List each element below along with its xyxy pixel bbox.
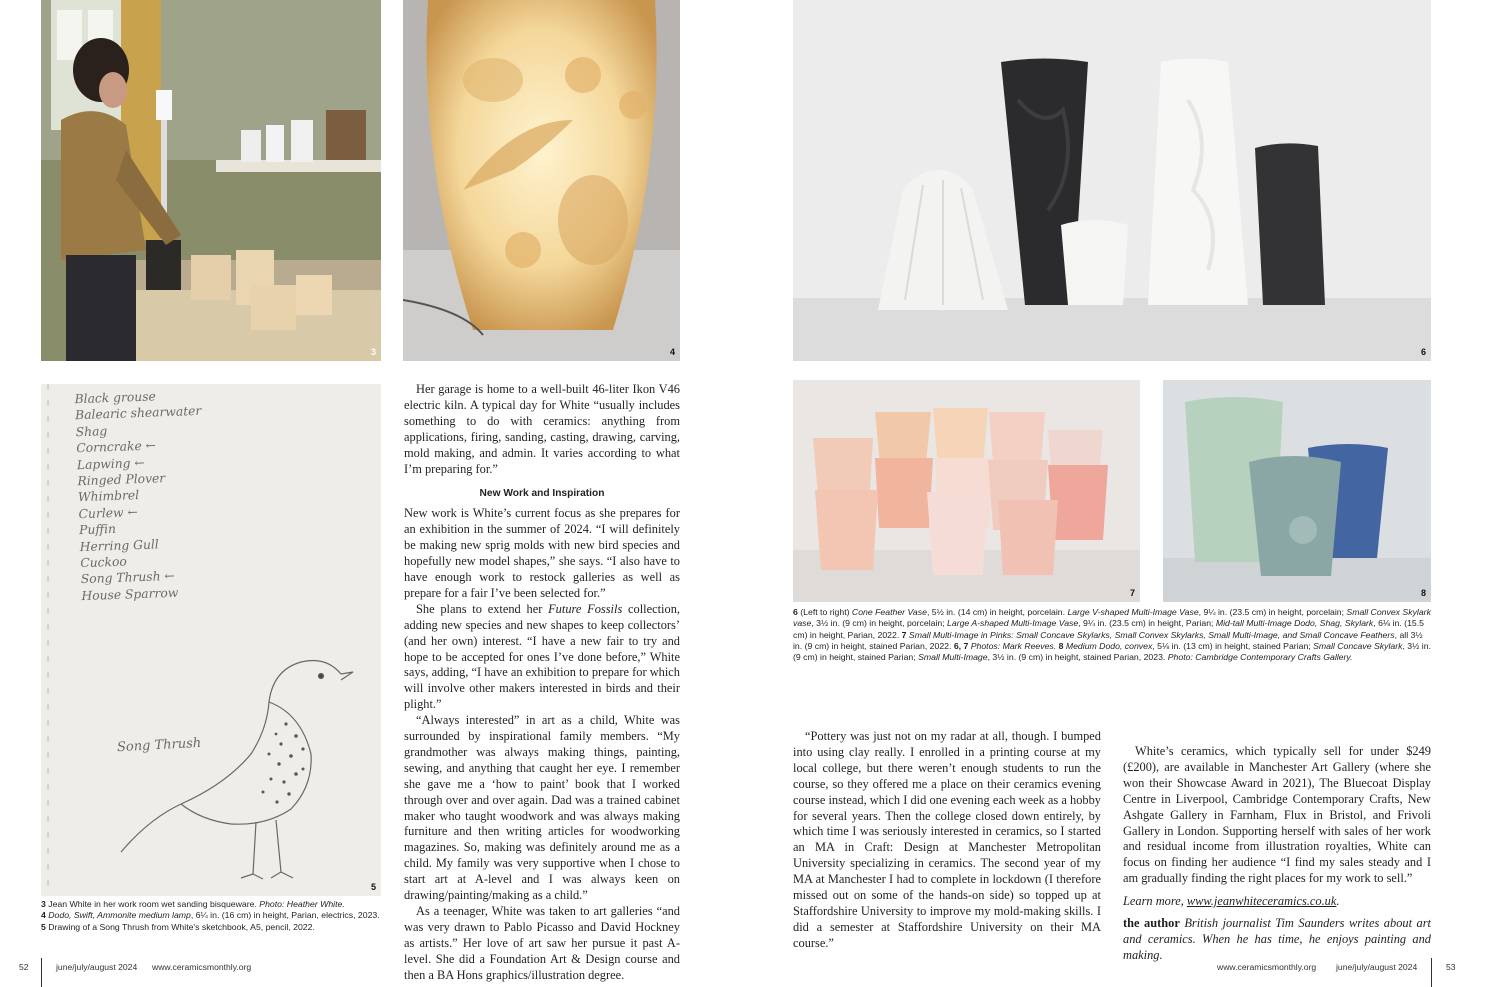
figure-number: 7 xyxy=(1129,588,1135,598)
figure-number: 4 xyxy=(669,347,675,357)
caption-number: 6, 7 xyxy=(953,640,969,651)
caption-text: , all 3½ in. (9 cm) in height, stained Parian, 2022. xyxy=(793,629,1423,651)
learn-more-end: . xyxy=(1336,894,1340,909)
figure-number: 8 xyxy=(1420,588,1426,598)
learn-more-text: Learn more, xyxy=(1123,894,1187,909)
caption-credit: Photos: Mark Reeves. xyxy=(968,640,1059,651)
caption-text: , 3½ in. (9 cm) in height, stained Parian, 2023. xyxy=(987,652,1168,663)
caption-title: Mid-tall Multi-Image Dodo, Shag, Skylark xyxy=(1215,618,1374,629)
caption-text: , 9¼ in. (23.5 cm) in height, porcelain; xyxy=(1198,607,1347,617)
caption-text: , 9¼ in. (23.5 cm) in height, Parian; xyxy=(1078,618,1216,629)
caption-credit: Photo: Heather White. xyxy=(259,899,345,909)
paragraph: White’s ceramics, which typically sell for under $249 (£200), are available in Manchester Art Gallery (where she won their Showcase Award in 2021), The Bluecoat Display Centre in Liverpool, Cambridge Contemporary Crafts, New Ashgate Gallery in Farnham, Flux in Bristol, and Frivoli Gallery in London. Supporting herself with sales of her work and residual income from illustration royalties, White can focus on finding her audience “I find my sales steady and I am gradually finding the right places for my work to sell.” xyxy=(1123,744,1431,886)
caption-title: Large A-shaped Multi-Image Vase xyxy=(947,618,1079,629)
caption-text: Drawing of a Song Thrush from White's sketchbook, A5, pencil, 2022. xyxy=(45,921,315,932)
sketch-list-item: House Sparrow xyxy=(81,585,179,604)
figure-number: 6 xyxy=(1420,347,1426,357)
photo-vase-group xyxy=(793,0,1431,361)
paragraph-text: collection, adding new species and new shapes to keep collectors’ (and her own) interest. “I have a new fair to try and hope to be accepted for ones I’ve done before,” White says, adding, “I have an exhibition to prepare for which will involve other makers interested in birds and their plight.” xyxy=(404,601,680,712)
right-footer-website: www.ceramicsmonthly.org xyxy=(1217,962,1317,972)
caption-number: 4 xyxy=(41,910,46,921)
left-page-number: 52 xyxy=(19,962,29,972)
caption-title: Small Multi-Image xyxy=(918,652,988,663)
sketch-list-item: Corncrake ← xyxy=(76,438,157,456)
caption-text: Jean White in her work room wet sanding bisqueware. xyxy=(45,899,260,909)
paragraph: “Pottery was just not on my radar at all, though. I bumped into using clay really. I enrolled in a printing course at my local college, but there weren’t enough students to run the course, so they offered me a place on their ceramics evening course instead, which I did one evening each week as a hobby for several years. Then the college closed down entirely, by which time I was seriously interested in ceramics, so I started an MA in Craft: Design at Manchester Metropolitan University specializing in ceramics. The second year of my MA at Manchester I had to complete in lockdown (I therefore missed out on some of the hands-on side) so topped up at Staffordshire University to improve my mold-making skills. I did a semester at Staffordshire University on their MA course.” xyxy=(793,729,1101,950)
left-footer-issue: june/july/august 2024 xyxy=(56,962,138,972)
sketch-list-item: Shag xyxy=(75,423,108,440)
footer-divider xyxy=(41,958,42,987)
article-column-left-page xyxy=(404,382,680,984)
sketch-list-item: Lapwing ← xyxy=(76,455,145,472)
footer-divider xyxy=(1431,958,1432,987)
paragraph xyxy=(404,602,680,713)
caption-text: , 5½ in. (14 cm) in height, porcelain. xyxy=(926,607,1068,617)
sketch-list-item: Balearic shearwater xyxy=(74,404,202,423)
paragraph: Her garage is home to a well-built 46-liter Ikon V46 electric kiln. A typical day for White “usually includes something to do with ceramics: anything from applications, firing, sanding, casting, drawing, carving, mold making, and admin. It varies according to what I’m preparing for.” xyxy=(404,382,680,476)
caption-text: (Left to right) xyxy=(797,607,852,617)
photo-dodo-lamp xyxy=(403,0,680,361)
collection-name: Future Fossils xyxy=(548,601,623,616)
article-column-right-2 xyxy=(1123,744,1431,964)
photo-jean-white-workroom xyxy=(41,0,381,361)
sketch-list-item: Song Thrush ← xyxy=(80,569,175,587)
caption-number: 5 xyxy=(41,921,46,932)
caption-title: Cone Feather Vase xyxy=(851,607,927,617)
sketch-list-item: Ringed Plover xyxy=(77,471,166,489)
figure-number: 3 xyxy=(370,347,376,357)
artist-website-link[interactable]: www.jeanwhiteceramics.co.uk xyxy=(1186,894,1337,909)
paragraph-text: She plans to extend her xyxy=(416,601,549,616)
sketch-list-item: Curlew ← xyxy=(78,504,138,522)
caption-text: , 6⅛ in. (15.5 cm) in height, Parian, 2022. xyxy=(793,618,1424,640)
article-column-right-1 xyxy=(793,729,1101,952)
caption-number: 6 xyxy=(793,607,798,617)
sketch-list-item: Puffin xyxy=(78,522,117,538)
paragraph: “Always interested” in art as a child, White was surrounded by inspirational family members. “My grandmother was always making things, painting, sewing, and anything that caught her eye. I remember she gave me a ‘how to paint’ book that I worked through over and over again. Dad was a trained cabinet maker who taught woodwork and was always making furniture and then writing articles for woodworking magazines. So, making was definitely around me as a child. My family was very supportive when I chose to start art at A-level and I was always keen on drawing/painting/making as a child.” xyxy=(404,713,680,903)
caption-text: , 6¼ in. (16 cm) in height, Parian, electrics, 2023. xyxy=(190,910,380,921)
caption-title: Large V-shaped Multi-Image Vase xyxy=(1067,607,1199,617)
caption-text: , 5⅛ in. (13 cm) in height, stained Parian; xyxy=(1152,640,1314,651)
author-bio-text: British journalist Tim Saunders writes about art and ceramics. When he has time, he enjoys painting and making. xyxy=(1123,916,1431,962)
caption-title: Small Concave Skylark xyxy=(1313,640,1403,651)
caption-title: Dodo, Swift, Ammonite medium lamp xyxy=(45,910,191,921)
photo-small-pinks xyxy=(793,380,1140,602)
sketch-bird-list xyxy=(74,387,208,605)
caption-number: 8 xyxy=(1058,640,1064,651)
caption-text: , 3½ in. (9 cm) in height, porcelain; xyxy=(811,618,948,629)
photo-dodo-group xyxy=(1163,380,1431,602)
sketch-list-item: Whimbrel xyxy=(77,488,140,505)
sketch-bird-label: Song Thrush xyxy=(116,735,202,756)
caption-credit: Photo: Cambridge Contemporary Crafts Gallery. xyxy=(1167,652,1353,663)
author-label: the author xyxy=(1123,916,1180,931)
caption-number: 7 xyxy=(901,629,907,640)
paragraph: As a teenager, White was taken to art galleries “and was very drawn to Pablo Picasso and David Hockney as artists.” Her love of art saw her pursue it past A-level. She did a Foundation Art & Design course and then a BA Hons graphics/illustration degree. xyxy=(404,904,680,982)
sketch-list-item: Cuckoo xyxy=(80,554,128,571)
right-footer-issue: june/july/august 2024 xyxy=(1336,962,1418,972)
paragraph: New work is White’s current focus as she prepares for an exhibition in the summer of 2024. “I will definitely be making new sprig molds with new bird species and hopefully new model shapes,” she says. “I also have to have enough work to restock galleries as well as prepare for a fair I’ve been selected for.” xyxy=(404,506,680,600)
sketch-list-item: Herring Gull xyxy=(79,537,159,554)
left-footer-website: www.ceramicsmonthly.org xyxy=(152,962,252,972)
caption-title: Small Convex Skylark vase xyxy=(793,607,1431,629)
caption-number: 3 xyxy=(41,899,46,909)
right-figure-caption xyxy=(793,607,1431,663)
caption-title: Medium Dodo, convex xyxy=(1063,640,1153,651)
left-figure-caption xyxy=(41,899,381,933)
caption-text: , 3½ in. (9 cm) in height, stained Parian; xyxy=(793,640,1431,663)
right-page-number: 53 xyxy=(1446,962,1456,972)
section-subhead: New Work and Inspiration xyxy=(479,488,605,500)
caption-title: Small Multi-Image in Pinks: Small Concave Skylarks, Small Convex Skylarks, Small Multi-Image, and Small Concave Feathers xyxy=(906,629,1395,640)
figure-number: 5 xyxy=(370,882,376,892)
sketch-list-item: Black grouse xyxy=(74,389,157,407)
author-bio xyxy=(1123,916,1431,964)
learn-more-line xyxy=(1123,894,1431,910)
